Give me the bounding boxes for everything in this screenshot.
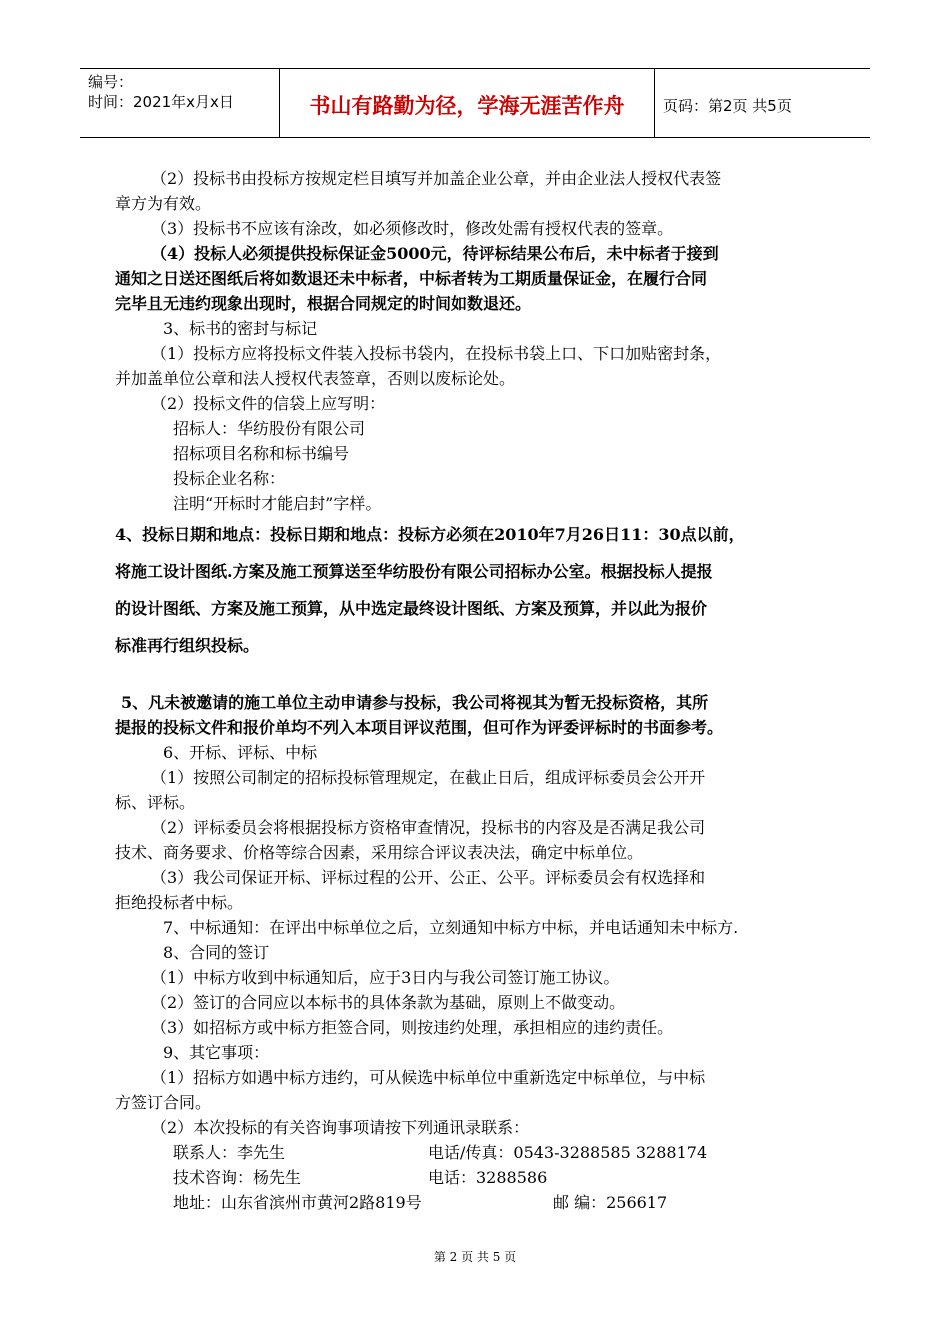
list-item: 注明“开标时才能启封”字样。 <box>173 494 382 513</box>
paragraph: （1）投标方应将投标文件装入投标书袋内，在投标书袋上口、下口加贴密封条， <box>151 344 722 363</box>
section-heading: 8、合同的签订 <box>163 943 270 962</box>
list-item: 投标企业名称： <box>173 469 286 488</box>
paragraph: 标、评标。 <box>115 793 196 812</box>
section-heading: 9、其它事项： <box>163 1043 270 1062</box>
contact-row <box>115 1190 845 1215</box>
contact-person: 联系人：李先生 <box>173 1143 286 1162</box>
header-page-label: 页码：第2页 共5页 <box>663 96 792 115</box>
paragraph-bold: 通知之日送还图纸后将如数退还未中标者，中标者转为工期质量保证金，在履行合同 <box>115 269 708 288</box>
contact-row <box>115 1140 845 1165</box>
contact-tech: 技术咨询：杨先生 <box>173 1168 302 1187</box>
paragraph: 拒绝投标者中标。 <box>115 893 244 912</box>
paragraph: 7、中标通知：在评出中标单位之后，立刻通知中标方中标，并电话通知未中标方. <box>163 918 739 937</box>
paragraph: （3）投标书不应该有涂改，如必须修改时，修改处需有授权代表的签章。 <box>151 219 674 238</box>
paragraph-bold: 4、投标日期和地点：投标日期和地点：投标方必须在2010年7月26日11：30点以前， <box>115 525 745 544</box>
header-motto: 书山有路勤为径，学海无涯苦作舟 <box>280 69 655 137</box>
document-number-label: 编号： <box>88 73 134 91</box>
paragraph-bold: 的设计图纸、方案及施工预算，从中选定最终设计图纸、方案及预算，并以此为报价 <box>115 599 708 618</box>
paragraph: （1）招标方如遇中标方违约，可从候选中标单位中重新选定中标单位，与中标 <box>151 1068 706 1087</box>
spacer <box>115 664 845 690</box>
paragraph-bold: 将施工设计图纸.方案及施工预算送至华纺股份有限公司招标办公室。根据投标人提报 <box>115 562 713 581</box>
paragraph-bold: 完毕且无违约现象出现时，根据合同规定的时间如数退还。 <box>115 294 532 313</box>
paragraph: （2）签订的合同应以本标书的具体条款为基础，原则上不做变动。 <box>151 993 626 1012</box>
paragraph: （3）我公司保证开标、评标过程的公开、公正、公平。评标委员会有权选择和 <box>151 868 706 887</box>
paragraph: （1）按照公司制定的招标投标管理规定，在截止日后，组成评标委员会公开开 <box>151 768 706 787</box>
paragraph: （2）本次投标的有关咨询事项请按下列通讯录联系： <box>151 1118 530 1137</box>
contact-postcode: 邮 编：256617 <box>553 1193 668 1212</box>
paragraph: 并加盖单位公章和法人授权代表签章，否则以废标论处。 <box>115 369 516 388</box>
paragraph-bold: 标准再行组织投标。 <box>115 636 260 655</box>
contact-address: 地址：山东省滨州市黄河2路819号 <box>173 1193 422 1212</box>
page-header <box>80 68 870 138</box>
document-time-label: 时间：2021年x月x日 <box>88 93 234 111</box>
list-item: 招标项目名称和标书编号 <box>173 444 350 463</box>
list-item: 招标人：华纺股份有限公司 <box>173 419 366 438</box>
paragraph: 方签订合同。 <box>115 1093 212 1112</box>
contact-row <box>115 1165 845 1190</box>
paragraph: （1）中标方收到中标通知后，应于3日内与我公司签订施工协议。 <box>151 968 620 987</box>
paragraph-bold: 5、凡未被邀请的施工单位主动申请参与投标，我公司将视其为暂无投标资格，其所 <box>121 693 709 712</box>
paragraph: 章方为有效。 <box>115 194 212 213</box>
contact-tech-phone: 电话：3288586 <box>428 1168 548 1187</box>
paragraph: （2）评标委员会将根据投标方资格审查情况，投标书的内容及是否满足我公司 <box>151 818 706 837</box>
page-footer: 第 2 页 共 5 页 <box>433 1250 517 1264</box>
section-heading: 3、标书的密封与标记 <box>163 319 318 338</box>
paragraph: （2）投标书由投标方按规定栏目填写并加盖企业公章，并由企业法人授权代表签 <box>151 169 722 188</box>
contact-phone: 电话/传真：0543-3288585 3288174 <box>428 1143 708 1162</box>
paragraph: 技术、商务要求、价格等综合因素，采用综合评议表决法，确定中标单位。 <box>115 843 644 862</box>
paragraph-bold: 提报的投标文件和报价单均不列入本项目评议范围，但可作为评委评标时的书面参考。 <box>115 718 724 737</box>
section-heading: 6、开标、评标、中标 <box>163 743 318 762</box>
paragraph: （3）如招标方或中标方拒签合同，则按违约处理，承担相应的违约责任。 <box>151 1018 674 1037</box>
document-body <box>115 166 845 1215</box>
header-meta <box>80 69 280 137</box>
paragraph: （2）投标文件的信袋上应写明： <box>151 394 386 413</box>
paragraph-bold: （4）投标人必须提供投标保证金5000元，待评标结果公布后，未中标者于接到 <box>151 244 719 263</box>
